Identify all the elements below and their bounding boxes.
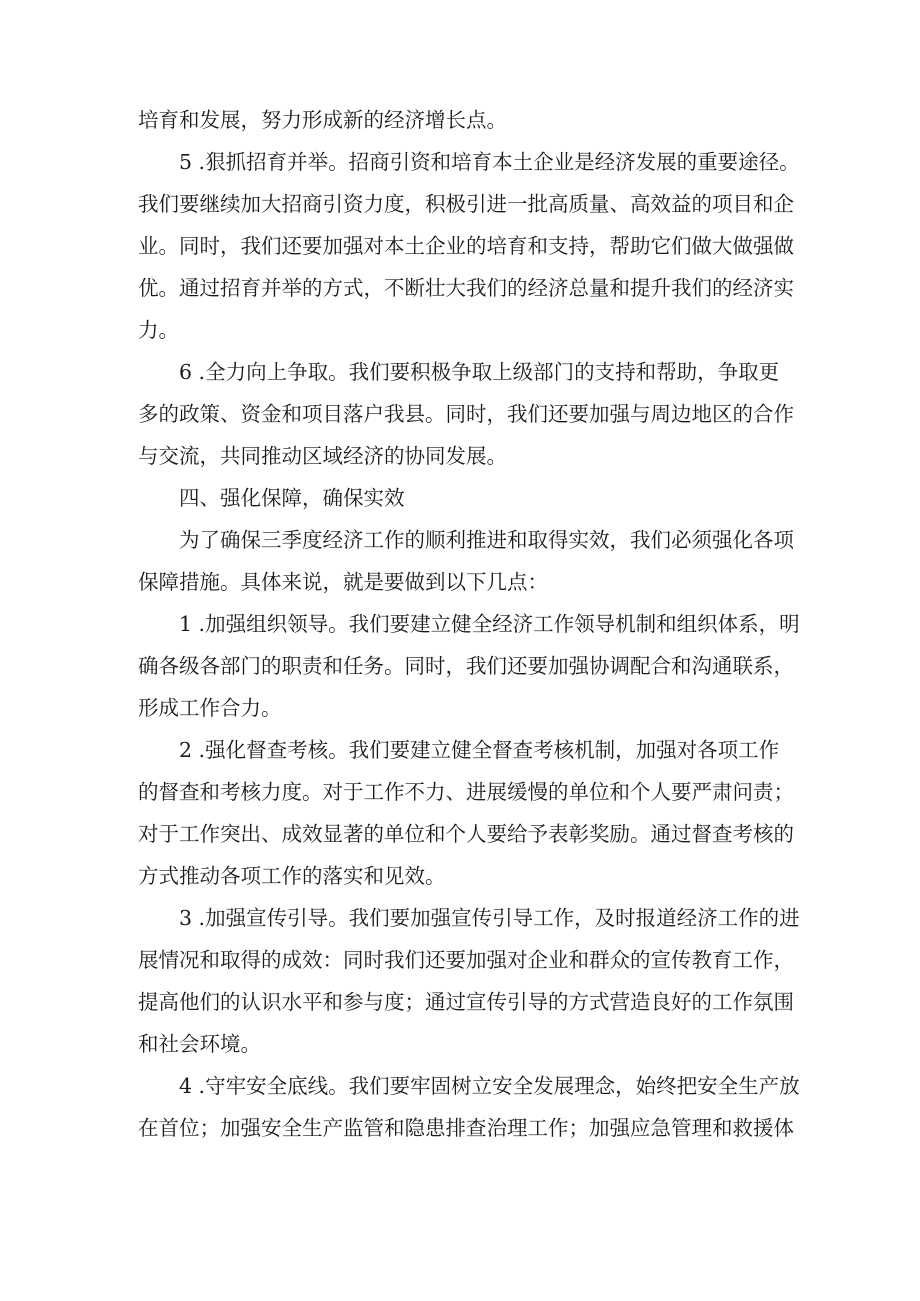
paragraph-line: 业。同时，我们还要加强对本土企业的培育和支持，帮助它们做大做强做: [138, 234, 794, 258]
paragraph-line: 方式推动各项工作的落实和见效。: [138, 864, 446, 888]
paragraph-line: 与交流，共同推动区域经济的协同发展。: [138, 444, 507, 468]
paragraph-line: 的督查和考核力度。对于工作不力、进展缓慢的单位和个人要严肃问责；: [138, 780, 794, 804]
paragraph-line: 提高他们的认识水平和参与度；通过宣传引导的方式营造良好的工作氛围: [138, 990, 794, 1014]
paragraph-line: 优。通过招育并举的方式，不断壮大我们的经济总量和提升我们的经济实: [138, 276, 794, 300]
paragraph-line: 对于工作突出、成效显著的单位和个人要给予表彰奖励。通过督查考核的: [138, 822, 794, 846]
paragraph-line: 6 .全力向上争取。我们要积极争取上级部门的支持和帮助，争取更: [179, 360, 780, 384]
paragraph-line: 1 .加强组织领导。我们要建立健全经济工作领导机制和组织体系，明: [179, 612, 800, 636]
section-heading: 四、强化保障，确保实效: [179, 486, 405, 510]
paragraph-line: 形成工作合力。: [138, 696, 282, 720]
paragraph-line: 我们要继续加大招商引资力度，积极引进一批高质量、高效益的项目和企: [138, 192, 794, 216]
paragraph-line: 展情况和取得的成效：同时我们还要加强对企业和群众的宣传教育工作，: [138, 948, 794, 972]
paragraph-line: 力。: [138, 318, 179, 342]
paragraph-line: 保障措施。具体来说，就是要做到以下几点：: [138, 570, 548, 594]
paragraph-line: 5 .狠抓招育并举。招商引资和培育本土企业是经济发展的重要途径。: [179, 150, 800, 174]
paragraph-line: 4 .守牢安全底线。我们要牢固树立安全发展理念，始终把安全生产放: [179, 1074, 800, 1098]
paragraph-line: 为了确保三季度经济工作的顺利推进和取得实效，我们必须强化各项: [179, 528, 794, 552]
paragraph-line: 3 .加强宣传引导。我们要加强宣传引导工作，及时报道经济工作的进: [179, 906, 800, 930]
paragraph-line: 在首位；加强安全生产监管和隐患排查治理工作；加强应急管理和救援体: [138, 1116, 794, 1140]
paragraph-line: 培育和发展，努力形成新的经济增长点。: [138, 108, 507, 132]
paragraph-line: 多的政策、资金和项目落户我县。同时，我们还要加强与周边地区的合作: [138, 402, 794, 426]
paragraph-line: 2 .强化督查考核。我们要建立健全督查考核机制，加强对各项工作: [179, 738, 780, 762]
paragraph-line: 确各级各部门的职责和任务。同时，我们还要加强协调配合和沟通联系，: [138, 654, 794, 678]
paragraph-line: 和社会环境。: [138, 1032, 261, 1056]
